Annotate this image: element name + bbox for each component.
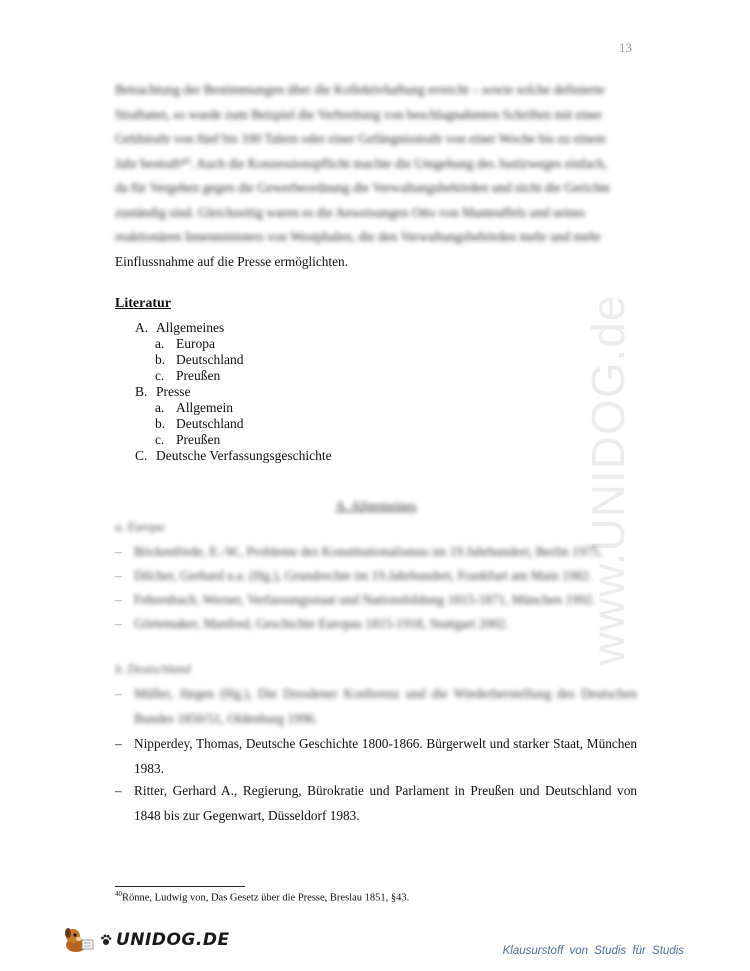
bibliography-entry — [115, 564, 637, 589]
paw-icon — [100, 934, 112, 946]
entry-text: Dilcher, Gerhard u.a. (Hg.), Grundrechte im 19.Jahrhundert, Frankfurt am Main 1982. — [134, 568, 593, 583]
bibliography-entry — [115, 540, 637, 565]
outline-subitem — [155, 400, 332, 416]
outline-sublabel: Deutschland — [176, 352, 244, 367]
watermark: www.UNIDOG.de — [582, 294, 634, 666]
outline-submarker: c. — [155, 432, 165, 447]
outline-subitem — [155, 352, 332, 368]
entry-text: Görtemaker, Manfred, Geschichte Europas 1815-1918, Stuttgart 2002. — [134, 616, 509, 631]
entry-dash: – — [115, 616, 122, 631]
body-line: Jahr bestraft⁴⁰. Auch die Konzessionspflicht machte die Umgehung des Justizweges einfach, — [115, 155, 608, 171]
outline-subitem — [155, 416, 332, 432]
outline-submarker: a. — [155, 400, 165, 415]
outline-label: Deutsche Verfassungsgeschichte — [156, 448, 332, 463]
outline-subitem — [155, 432, 332, 448]
body-line: Straftaten, so wurde zum Beispiel die Verbreitung von beschlagnahmten Schriften mit einer — [115, 106, 603, 122]
footer-slogan: Klausurstoff von Studis für Studis — [502, 945, 684, 957]
entry-text: Fehrenbach, Werner, Verfassungsstaat und Nationsbildung 1815-1871, München 1992. — [134, 592, 596, 607]
outline-subitem — [155, 368, 332, 384]
bibliography-entry — [115, 612, 637, 637]
bibliography-entry — [115, 682, 637, 731]
outline-sublabel: Preußen — [176, 432, 221, 447]
entry-dash: – — [115, 783, 122, 798]
body-line: Geldstrafe von fünf bis 100 Talern oder einer Gefängnisstrafe von einer Woche bis zu einem — [115, 131, 606, 146]
outline-marker: C. — [135, 448, 148, 463]
outline-label: Allgemeines — [156, 320, 225, 335]
entry-text: Nipperdey, Thomas, Deutsche Geschichte 1800-1866. Bürgerwelt und starker Staat, München 1983. — [134, 736, 637, 776]
unidog-logo[interactable] — [62, 925, 230, 955]
outline-sublabel: Allgemein — [176, 400, 233, 415]
body-paragraph — [115, 78, 637, 274]
outline-submarker: b. — [155, 416, 166, 431]
outline-submarker: c. — [155, 368, 165, 383]
entry-text: Müller, Jürgen (Hg.), Die Dresdener Konferenz und die Wiederherstellung des Deutschen Bundes 1850/51, Oldenburg 1996. — [134, 686, 637, 726]
outline-subitem — [155, 336, 332, 352]
body-line: reaktionären Innenministers von Westphalen, die den Verwaltungsbehörden mehr und mehr — [115, 229, 601, 244]
bibliography-entry — [115, 588, 637, 613]
outline-item — [135, 448, 332, 464]
footnote-number: 40 — [115, 890, 122, 898]
section-title: A. Allgemeines — [335, 498, 417, 513]
category-label: b. Deutschland — [115, 662, 191, 676]
entry-dash: – — [115, 686, 122, 701]
outline-item — [135, 320, 332, 384]
logo-text: UNIDOG.DE — [116, 930, 230, 950]
outline-sublabel: Europa — [176, 336, 215, 351]
entry-dash: – — [115, 544, 122, 559]
bibliography-entry — [115, 779, 637, 828]
outline-label: Presse — [156, 384, 191, 399]
outline-sublabel: Preußen — [176, 368, 221, 383]
category-label: a. Europa — [115, 520, 165, 534]
body-line-last: Einflussnahme auf die Presse ermöglichten. — [115, 253, 349, 269]
outline-submarker: a. — [155, 336, 165, 351]
body-line: zuständig sind. Gleichzeitig waren es die Anweisungen Otto von Manteuffels und seines — [115, 204, 586, 220]
outline-submarker: b. — [155, 352, 166, 367]
body-line: da für Vergehen gegen die Gewerbeordnung die Verwaltungsbehörden und nicht die Gerichte — [115, 180, 611, 195]
literature-outline — [135, 320, 332, 464]
literature-heading: Literatur — [115, 296, 171, 311]
entry-dash: – — [115, 592, 122, 607]
entry-dash: – — [115, 736, 122, 751]
outline-sublabel: Deutschland — [176, 416, 244, 431]
footnote-text: Rönne, Ludwig von, Das Gesetz über die Presse, Breslau 1851, §43. — [122, 892, 410, 904]
outline-marker: B. — [135, 384, 148, 399]
dog-mascot-icon — [62, 925, 96, 955]
outline-item — [135, 384, 332, 448]
outline-marker: A. — [135, 320, 149, 335]
entry-dash: – — [115, 568, 122, 583]
entry-text: Böckenförde, E.-W., Probleme des Konstitutionalismus im 19.Jahrhundert, Berlin 1975. — [134, 544, 603, 559]
footnote-separator — [115, 886, 245, 887]
entry-text: Ritter, Gerhard A., Regierung, Bürokratie und Parlament in Preußen und Deutschland von 1848 bis zur Gegenwart, Düsseldorf 1983. — [134, 783, 637, 823]
body-line: Betrachtung der Bestimmungen über die Kollektivhaftung erreicht – sowie solche definierte — [115, 82, 605, 97]
page-number: 13 — [619, 40, 632, 55]
bibliography-entry — [115, 732, 637, 781]
footnote — [115, 890, 409, 904]
